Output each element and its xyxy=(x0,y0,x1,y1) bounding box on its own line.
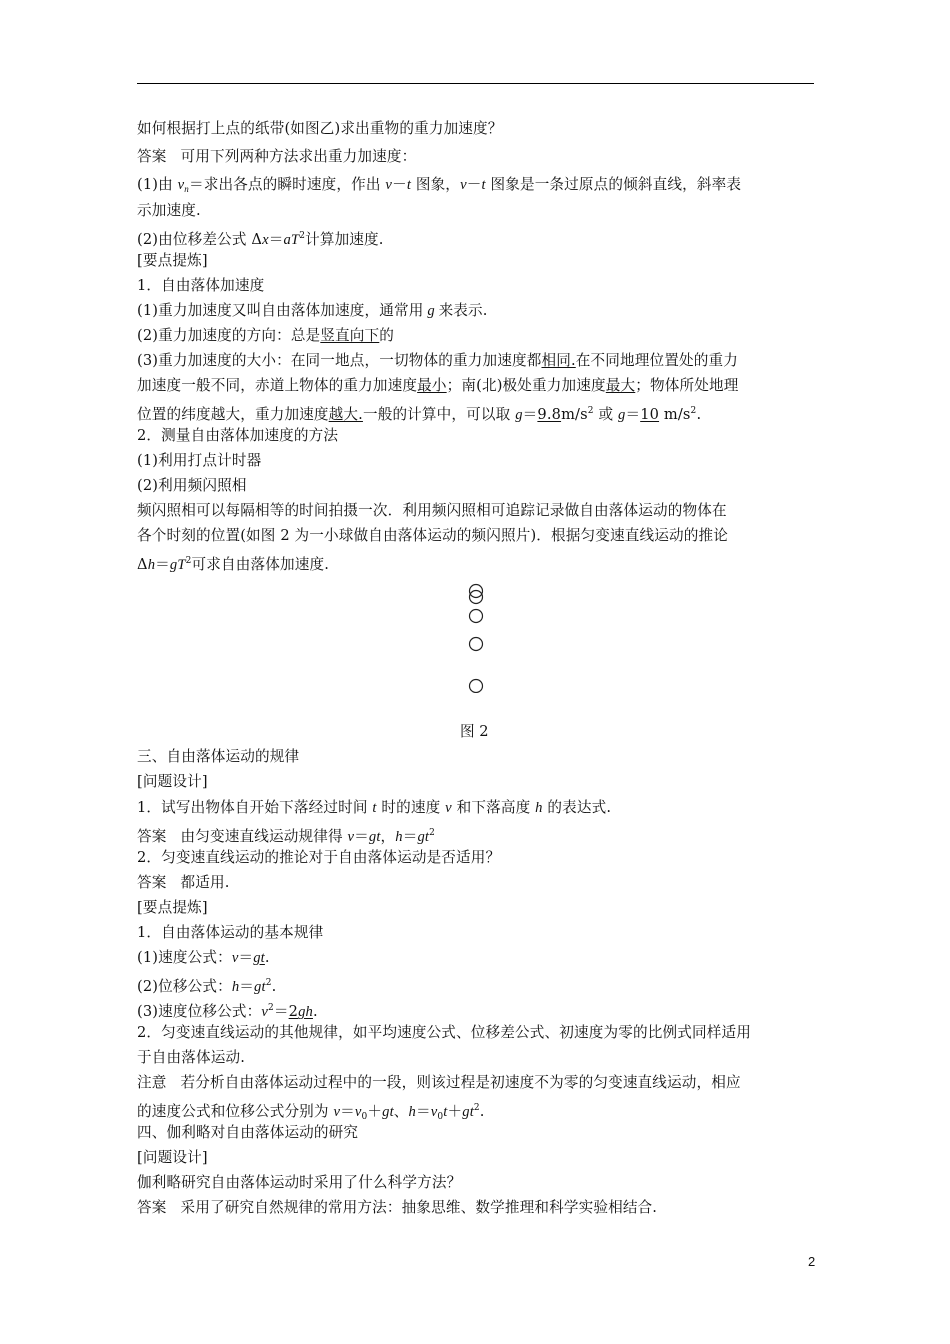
s1-p1: (1)重力加速度又叫自由落体加速度，通常用 g 来表示. xyxy=(137,302,488,319)
s2-m1: (1)利用打点计时器 xyxy=(137,452,262,469)
strobe-photo-figure xyxy=(463,583,489,693)
method-1: (1)由 $v_n=$求出各点的瞬时速度，作出 v－t 图象，v－t 图象是一条过原点的倾斜直线，斜率表 xyxy=(137,176,742,194)
sec4-answer: 答案 采用了研究自然规律的常用方法：抽象思维、数学推理和科学实验相结合. xyxy=(137,1199,658,1216)
s1-p2: (2)重力加速度的方向：总是竖直向下的 xyxy=(137,327,395,344)
sec3-design: [问题设计] xyxy=(137,773,208,790)
method-1-cont: 示加速度. xyxy=(137,202,201,219)
sec4-design: [问题设计] xyxy=(137,1149,208,1166)
sec3-note-formulas: 的速度公式和位移公式分别为 $v=v_0+gt$、$h=v_0t+gt^2$. xyxy=(137,1103,485,1122)
page-number: 2 xyxy=(808,1254,816,1269)
sec3-k1: 1．自由落体运动的基本规律 xyxy=(137,924,324,941)
formula-velocity-displacement: (3)速度位移公式：$v^2=2gh$. xyxy=(137,1003,318,1020)
s1-p5: 位置的纬度越大，重力加速度越大.一般的计算中，可以取 $g=9.8m/s^2$ 或 g＝10 $m/s^2$. xyxy=(137,406,702,423)
ball-image-3 xyxy=(470,610,483,623)
ball-image-5 xyxy=(470,680,483,693)
sec3-k2b: 于自由落体运动. xyxy=(137,1049,245,1066)
s2-t2: 各个时刻的位置(如图 2 为一小球做自由落体运动的频闪照片)．根据匀变速直线运动的推论 xyxy=(137,527,728,544)
sec4-question: 伽利略研究自由落体运动时采用了什么科学方法？ xyxy=(137,1174,462,1191)
figure-caption: 图 2 xyxy=(460,723,489,740)
s2-m2: (2)利用频闪照相 xyxy=(137,477,247,494)
s2-t1: 频闪照相可以每隔相等的时间拍摄一次．利用频闪照相可追踪记录做自由落体运动的物体在 xyxy=(137,502,727,519)
key-points-1: [要点提炼] xyxy=(137,252,208,269)
sec4-heading: 四、伽利略对自由落体运动的研究 xyxy=(137,1124,359,1141)
header-rule xyxy=(137,83,814,84)
answer-tape: 答案 可用下列两种方法求出重力加速度： xyxy=(137,148,417,165)
sec3-q1: 1．试写出物体自开始下落经过时间 t 时的速度 v 和下落高度 h 的表达式. xyxy=(137,799,612,816)
sec3-a2: 答案 都适用. xyxy=(137,874,230,891)
sec3-note: 注意 若分析自由落体运动过程中的一段，则该过程是初速度不为零的匀变速直线运动，相应 xyxy=(137,1074,741,1091)
s1-p3: (3)重力加速度的大小：在同一地点，一切物体的重力加速度都相同.在不同地理位置处的重力 xyxy=(137,352,738,369)
s2-t3: $\Delta h=gT^2$可求自由落体加速度. xyxy=(137,556,329,573)
sec3-q2: 2．匀变速直线运动的推论对于自由落体运动是否适用？ xyxy=(137,849,501,866)
formula-displacement: (2)位移公式：$h=gt^2$. xyxy=(137,978,277,995)
method-2: (2)由位移差公式 $\Delta x=aT^2$计算加速度. xyxy=(137,231,384,248)
s1-title: 1．自由落体加速度 xyxy=(137,277,265,294)
sec3-a1: 答案 由匀变速直线运动规律得 v＝gt，$h=gt^2$ xyxy=(137,828,436,845)
ball-image-4 xyxy=(470,638,483,651)
question-tape: 如何根据打上点的纸带(如图乙)求出重物的重力加速度？ xyxy=(137,120,503,137)
formula-velocity: (1)速度公式：v＝gt. xyxy=(137,949,270,966)
sec3-heading: 三、自由落体运动的规律 xyxy=(137,748,300,765)
s1-p4: 加速度一般不同，赤道上物体的重力加速度最小；南(北)极处重力加速度最大；物体所处地理 xyxy=(137,377,739,394)
s2-title: 2．测量自由落体加速度的方法 xyxy=(137,427,339,444)
sec3-k2a: 2．匀变速直线运动的其他规律，如平均速度公式、位移差公式、初速度为零的比例式同样适用 xyxy=(137,1024,751,1041)
sec3-key: [要点提炼] xyxy=(137,899,208,916)
